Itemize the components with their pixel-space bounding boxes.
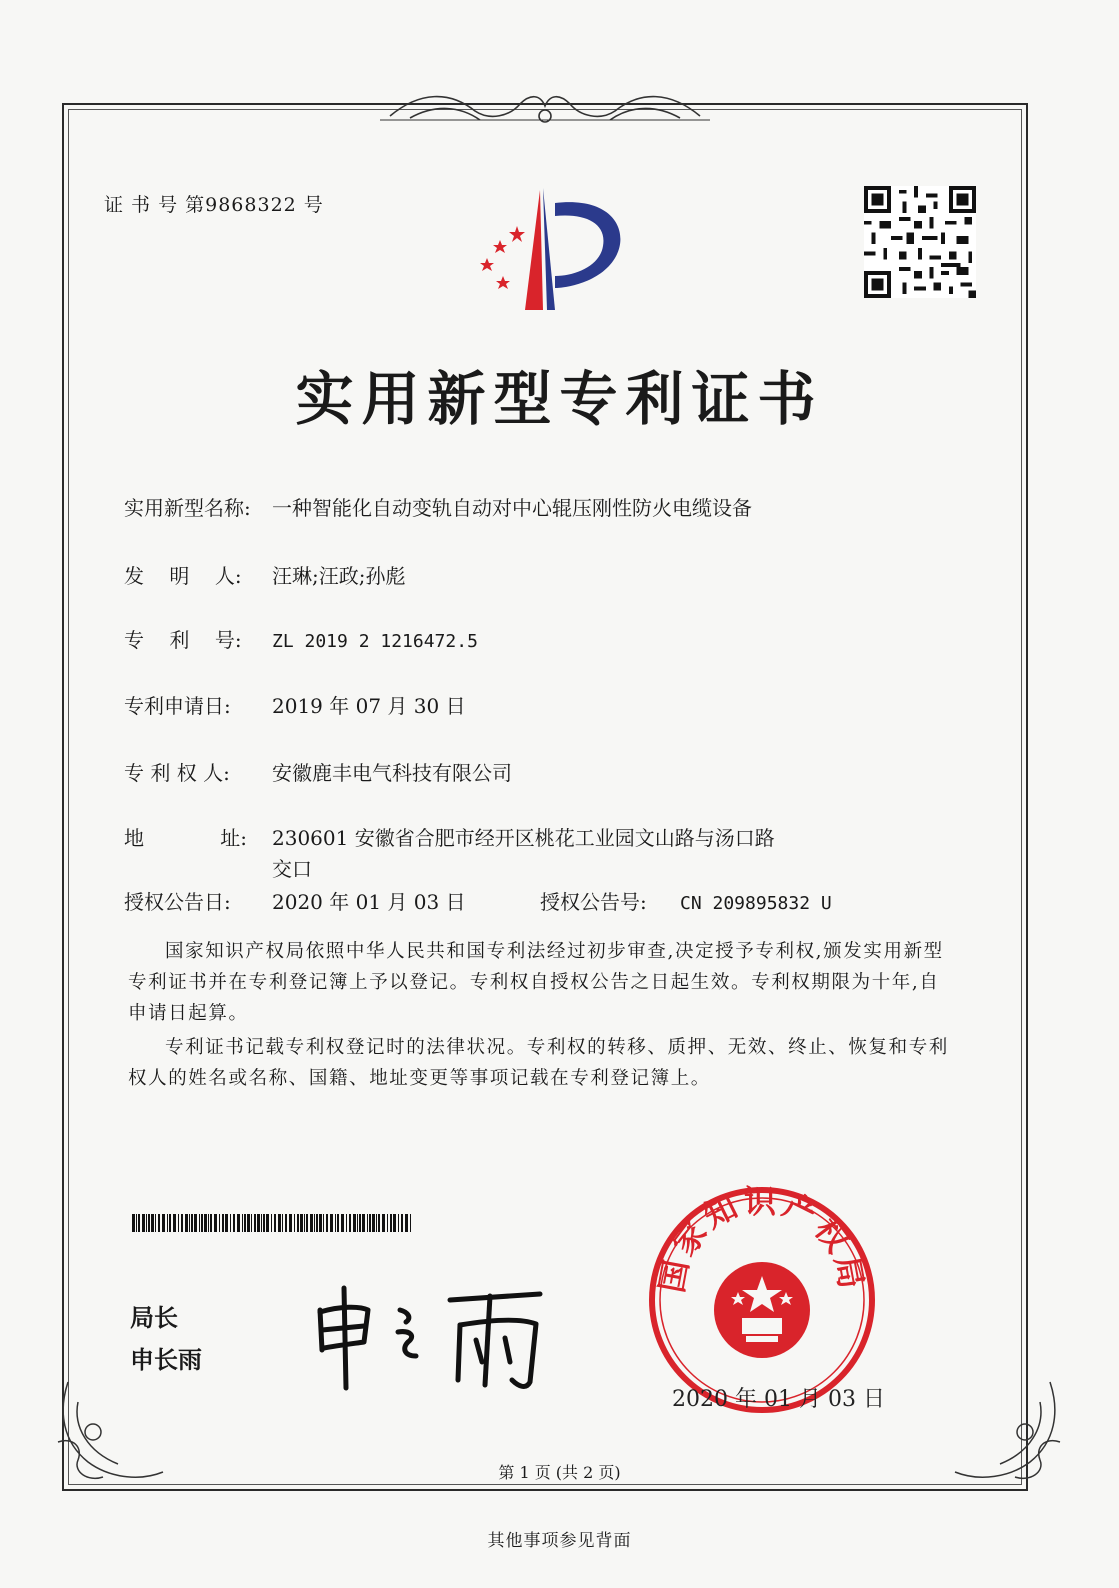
grant-number-label: 授权公告号: bbox=[540, 890, 647, 914]
patentee-row bbox=[124, 757, 512, 786]
top-ornament-icon bbox=[380, 86, 710, 130]
footer-note: 其他事项参见背面 bbox=[487, 1531, 632, 1551]
patent-number-row bbox=[124, 624, 478, 653]
patent-number-value: ZL 2019 2 1216472.5 bbox=[272, 631, 478, 652]
application-date-label: 专利申请日: bbox=[124, 694, 231, 718]
cnipa-emblem-icon bbox=[455, 178, 640, 318]
patentee-label: 专 利 权 人: bbox=[124, 761, 230, 785]
grant-number-row bbox=[540, 886, 832, 915]
grant-date-label: 授权公告日: bbox=[124, 890, 231, 914]
name-value: 一种智能化自动变轨自动对中心辊压刚性防火电缆设备 bbox=[272, 496, 752, 520]
page-number: 第 1 页 (共 2 页) bbox=[498, 1463, 621, 1482]
director-signature bbox=[300, 1270, 560, 1400]
qr-code-icon bbox=[864, 186, 976, 298]
seal-date: 2020 年 01 月 03 日 bbox=[672, 1387, 885, 1412]
inventor-label: 发 明 人: bbox=[124, 564, 242, 588]
inventor-row bbox=[124, 560, 405, 589]
barcode-icon bbox=[132, 1214, 412, 1232]
patentee-value: 安徽鹿丰电气科技有限公司 bbox=[272, 761, 512, 785]
patent-number-label: 专 利 号: bbox=[124, 628, 242, 652]
statement-paragraph-1: 国家知识产权局依照中华人民共和国专利法经过初步审查,决定授予专利权,颁发实用新型专利证书并在专利登记簿上予以登记。专利权自授权公告之日起生效。专利权期限为十年,自申请日起算。 bbox=[128, 941, 944, 1024]
grant-number-value: CN 209895832 U bbox=[680, 893, 832, 914]
address-value-line1: 230601 安徽省合肥市经开区桃花工业园文山路与汤口路 bbox=[272, 826, 775, 850]
director-name: 申长雨 bbox=[130, 1346, 202, 1374]
name-label: 实用新型名称: bbox=[124, 496, 251, 520]
application-date-value: 2019 年 07 月 30 日 bbox=[272, 694, 466, 718]
address-value-line2: 交口 bbox=[272, 857, 312, 881]
utility-model-name-row bbox=[124, 492, 752, 521]
certificate-title: 实用新型专利证书 bbox=[295, 365, 824, 433]
director-title: 局长 bbox=[130, 1304, 178, 1332]
statement-paragraph-2: 专利证书记载专利权登记时的法律状况。专利权的转移、质押、无效、终止、恢复和专利权人的姓名或名称、国籍、地址变更等事项记载在专利登记簿上。 bbox=[128, 1037, 949, 1089]
address-label: 地 址: bbox=[124, 826, 248, 850]
address-row bbox=[124, 822, 775, 851]
inventor-value: 汪琳;汪政;孙彪 bbox=[272, 564, 406, 588]
certificate-number: 证 书 号 第9868322 号 bbox=[104, 194, 324, 216]
seal-text: 国家知识产权局 bbox=[652, 1184, 872, 1296]
grant-date-value: 2020 年 01 月 03 日 bbox=[272, 890, 466, 914]
grant-date-row bbox=[124, 886, 466, 915]
application-date-row bbox=[124, 690, 466, 719]
